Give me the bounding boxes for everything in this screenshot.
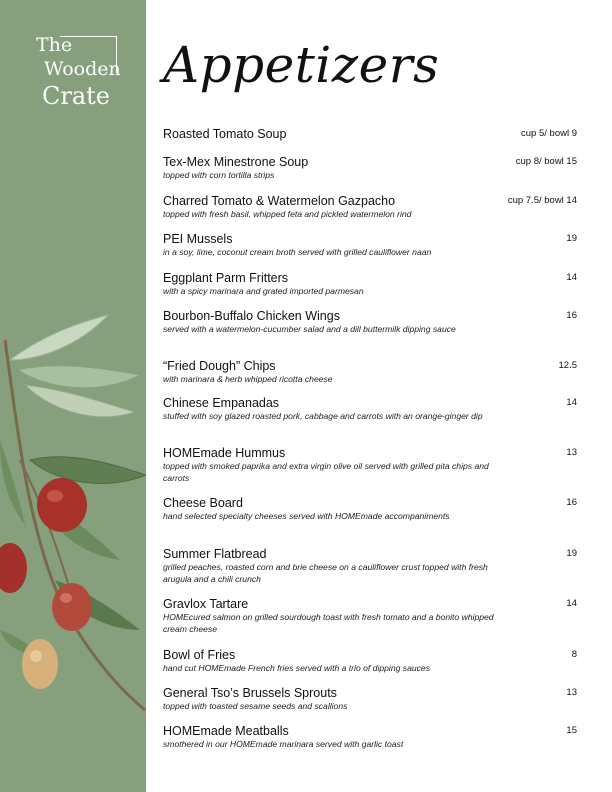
item-price: 15	[566, 725, 577, 736]
item-description: hand selected specialty cheeses served with HOMEmade accompaniments	[163, 511, 450, 521]
item-name: Bourbon-Buffalo Chicken Wings	[163, 309, 340, 323]
item-description: topped with toasted sesame seeds and scallions	[163, 701, 348, 711]
item-price: cup 7.5/ bowl 14	[507, 195, 577, 206]
item-name: Charred Tomato & Watermelon Gazpacho	[163, 194, 396, 208]
menu-list	[163, 126, 577, 753]
item-description: topped with smoked paprika and extra virgin olive oil served with grilled pita chips and carrots	[163, 461, 489, 483]
item-description: in a soy, lime, coconut cream broth served with grilled cauliflower naan	[163, 247, 432, 257]
menu-item	[163, 596, 577, 647]
menu-item	[163, 685, 577, 723]
item-name: Tex-Mex Minestrone Soup	[163, 155, 309, 169]
logo-line-2: Wooden	[44, 58, 121, 80]
item-price: 16	[566, 310, 577, 321]
item-name: Bowl of Fries	[163, 648, 236, 662]
page-title: Appetizers	[163, 36, 440, 94]
item-description: with a spicy marinara and grated imported parmesan	[163, 286, 364, 296]
item-price: cup 5/ bowl 9	[521, 128, 577, 139]
item-price: 16	[566, 497, 577, 508]
menu-item	[163, 308, 577, 358]
item-description: topped with fresh basil, whipped feta and pickled watermelon rind	[163, 209, 412, 219]
menu-item	[163, 395, 577, 445]
olive-branch-illustration	[0, 300, 146, 720]
menu-item	[163, 358, 577, 395]
item-name: Chinese Empanadas	[163, 396, 280, 410]
item-price: 13	[566, 447, 577, 458]
menu-item	[163, 270, 577, 308]
menu-item	[163, 647, 577, 685]
item-description: hand cut HOMEmade French fries served with a trio of dipping sauces	[163, 663, 431, 673]
item-description: grilled peaches, roasted corn and brie cheese on a cauliflower crust topped with fresh arugula and a chili crunch	[163, 562, 488, 584]
item-description: stuffed with soy glazed roasted pork, cabbage and carrots with an orange-ginger dip	[163, 411, 483, 421]
item-price: cup 8/ bowl 15	[515, 156, 577, 167]
item-name: Cheese Board	[163, 496, 243, 510]
item-price: 12.5	[558, 360, 577, 371]
menu-item	[163, 154, 577, 193]
item-name: Eggplant Parm Fritters	[163, 271, 289, 285]
menu-item	[163, 546, 577, 596]
item-description: smothered in our HOMEmade marinara served with garlic toast	[163, 739, 404, 749]
logo-line-1: The	[36, 34, 73, 56]
menu-item	[163, 126, 577, 154]
menu-item	[163, 495, 577, 546]
brand-logo	[36, 34, 122, 114]
item-price: 19	[566, 548, 577, 559]
logo-line-3: Crate	[42, 82, 110, 110]
item-price: 14	[566, 272, 577, 283]
item-price: 19	[566, 233, 577, 244]
sidebar	[0, 0, 146, 792]
item-description: topped with corn tortilla strips	[163, 170, 275, 180]
menu-item	[163, 231, 577, 270]
menu-item	[163, 723, 577, 753]
item-price: 8	[571, 649, 577, 660]
item-name: HOMEmade Hummus	[163, 446, 286, 460]
item-name: PEI Mussels	[163, 232, 233, 246]
item-name: Roasted Tomato Soup	[163, 127, 287, 141]
item-name: Gravlox Tartare	[163, 597, 249, 611]
item-description: HOMEcured salmon on grilled sourdough toast with fresh tomato and a bonito whipped cream cheese	[163, 612, 494, 634]
item-description: with marinara & herb whipped ricotta cheese	[163, 374, 333, 384]
item-name: General Tso’s Brussels Sprouts	[163, 686, 337, 700]
item-name: “Fried Dough” Chips	[163, 359, 276, 373]
item-name: HOMEmade Meatballs	[163, 724, 289, 738]
menu-item	[163, 445, 577, 495]
item-name: Summer Flatbread	[163, 547, 267, 561]
item-description: served with a watermelon-cucumber salad and a dill buttermilk dipping sauce	[163, 324, 456, 334]
item-price: 14	[566, 397, 577, 408]
menu-item	[163, 193, 577, 231]
item-price: 13	[566, 687, 577, 698]
item-price: 14	[566, 598, 577, 609]
